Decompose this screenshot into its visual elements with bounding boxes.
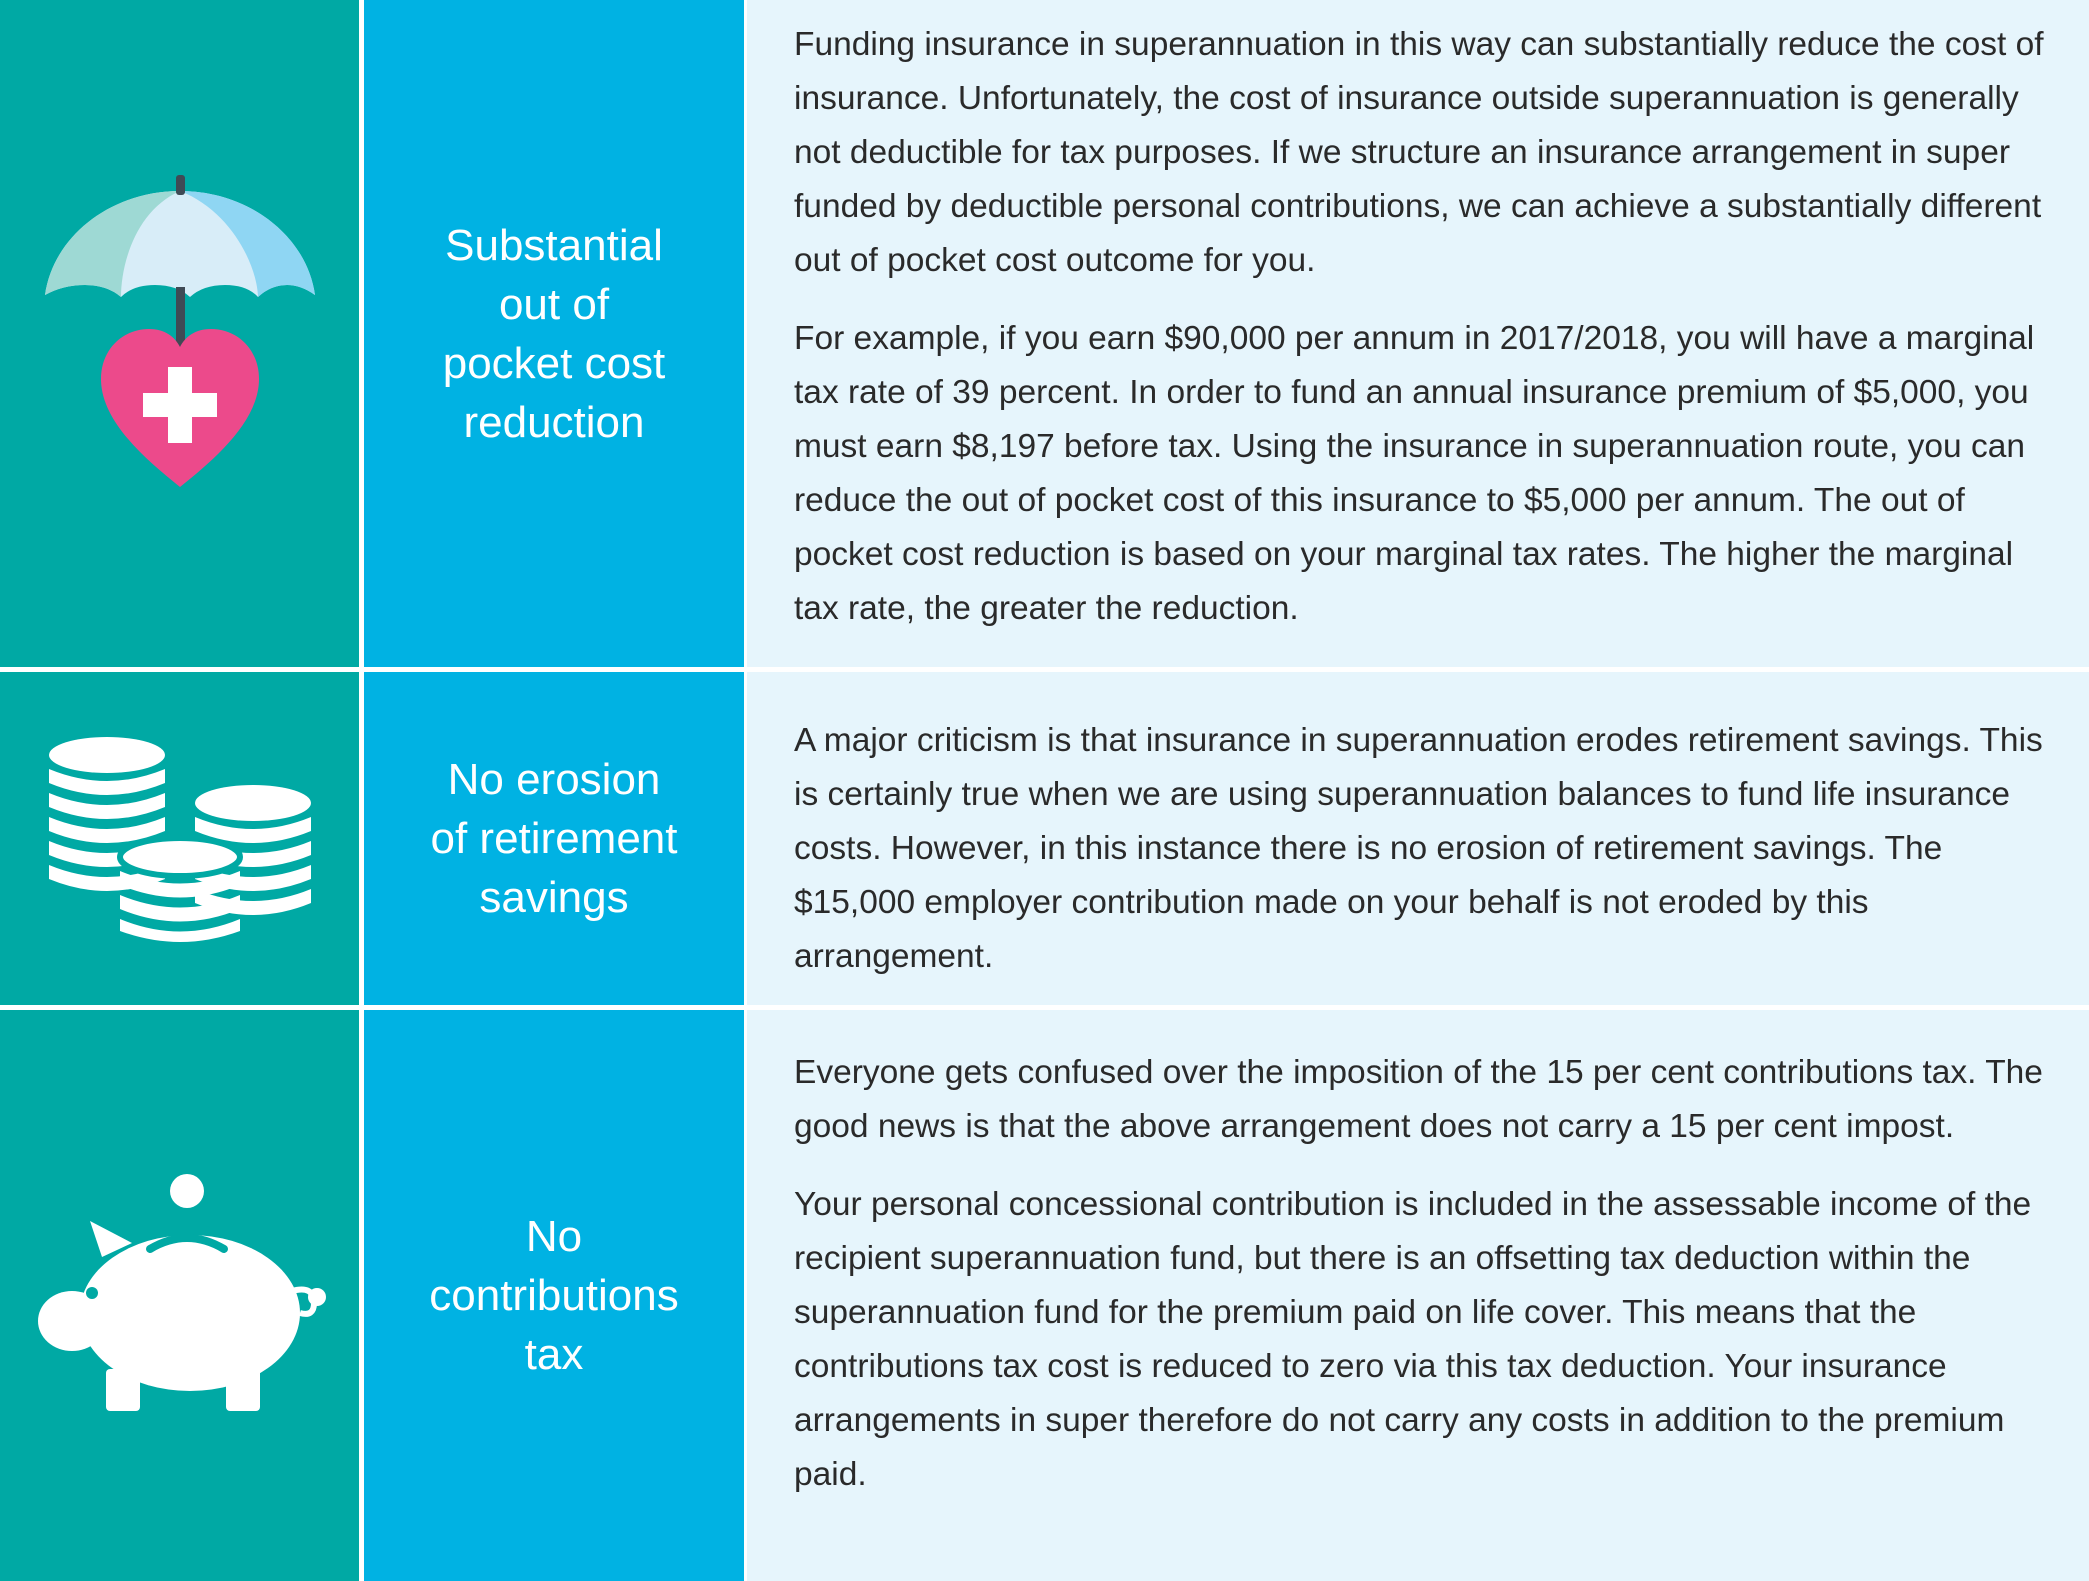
heading-line: contributions <box>429 1271 679 1320</box>
label-cell <box>364 672 744 1005</box>
row-heading <box>384 216 724 452</box>
heading-line: reduction <box>463 397 645 447</box>
umbrella-heart-icon <box>25 169 335 499</box>
heading-line: Substantial <box>445 220 663 270</box>
heading-line: tax <box>524 1330 584 1379</box>
description-paragraph: Everyone gets confused over the imposition of the 15 per cent contributions tax. The good news is that the above arrangement does not carry a 15 per cent impost. <box>794 1054 2043 1145</box>
label-cell <box>364 1010 744 1581</box>
benefit-row-contributions-tax <box>0 1010 2089 1581</box>
label-cell <box>364 0 744 667</box>
icon-cell <box>0 672 359 1005</box>
benefit-row-retirement-savings <box>0 672 2089 1005</box>
row-heading <box>384 1207 724 1384</box>
heading-line: pocket cost <box>442 338 666 388</box>
coin-stacks-icon <box>45 729 315 949</box>
heading-line: of retirement <box>430 814 678 863</box>
description-paragraph: Funding insurance in superannuation in this way can substantially reduce the cost of insurance. Unfortunately, the cost of insurance outside superannuation is generally not deductible for tax purposes. If we structure an insurance arrangement in super funded by deductible personal contributions, we can achieve a substantially different out of pocket cost outcome for you. <box>794 26 2044 279</box>
description-paragraph: For example, if you earn $90,000 per annum in 2017/2018, you will have a marginal tax rate of 39 percent. In order to fund an annual insurance premium of $5,000, you must earn $8,197 before tax. Using the insurance in superannuation route, you can reduce the out of pocket cost of this insurance to $5,000 per annum. The out of pocket cost reduction is based on your marginal tax rates. The higher the marginal tax rate, the greater the reduction. <box>794 320 2035 627</box>
description-paragraph: A major criticism is that insurance in superannuation erodes retirement savings. This is certainly true when we are using superannuation balances to fund life insurance costs. However, in this instance there is no erosion of retirement savings. The $15,000 employer contribution made on your behalf is not eroded by this arrangement. <box>794 722 2043 975</box>
icon-cell <box>0 1010 359 1581</box>
row-heading <box>384 750 724 927</box>
icon-cell <box>0 0 359 667</box>
heading-line: savings <box>479 873 629 922</box>
heading-line: out of <box>498 279 610 329</box>
benefit-row-pocket-cost <box>0 0 2089 667</box>
heading-line: No <box>525 1212 583 1261</box>
description-cell <box>747 672 2089 1005</box>
description-cell <box>747 1010 2089 1581</box>
description-paragraph: Your personal concessional contribution is included in the assessable income of the recipient superannuation fund, but there is an offsetting tax deduction within the superannuation fund for the premium paid on life cover. This means that the contributions tax cost is reduced to zero via this tax deduction. Your insurance arrangements in super therefore do not carry any costs in addition to the premium paid. <box>794 1186 2032 1493</box>
description-cell <box>747 0 2089 667</box>
piggy-bank-icon <box>30 1171 330 1421</box>
heading-line: No erosion <box>447 755 661 804</box>
